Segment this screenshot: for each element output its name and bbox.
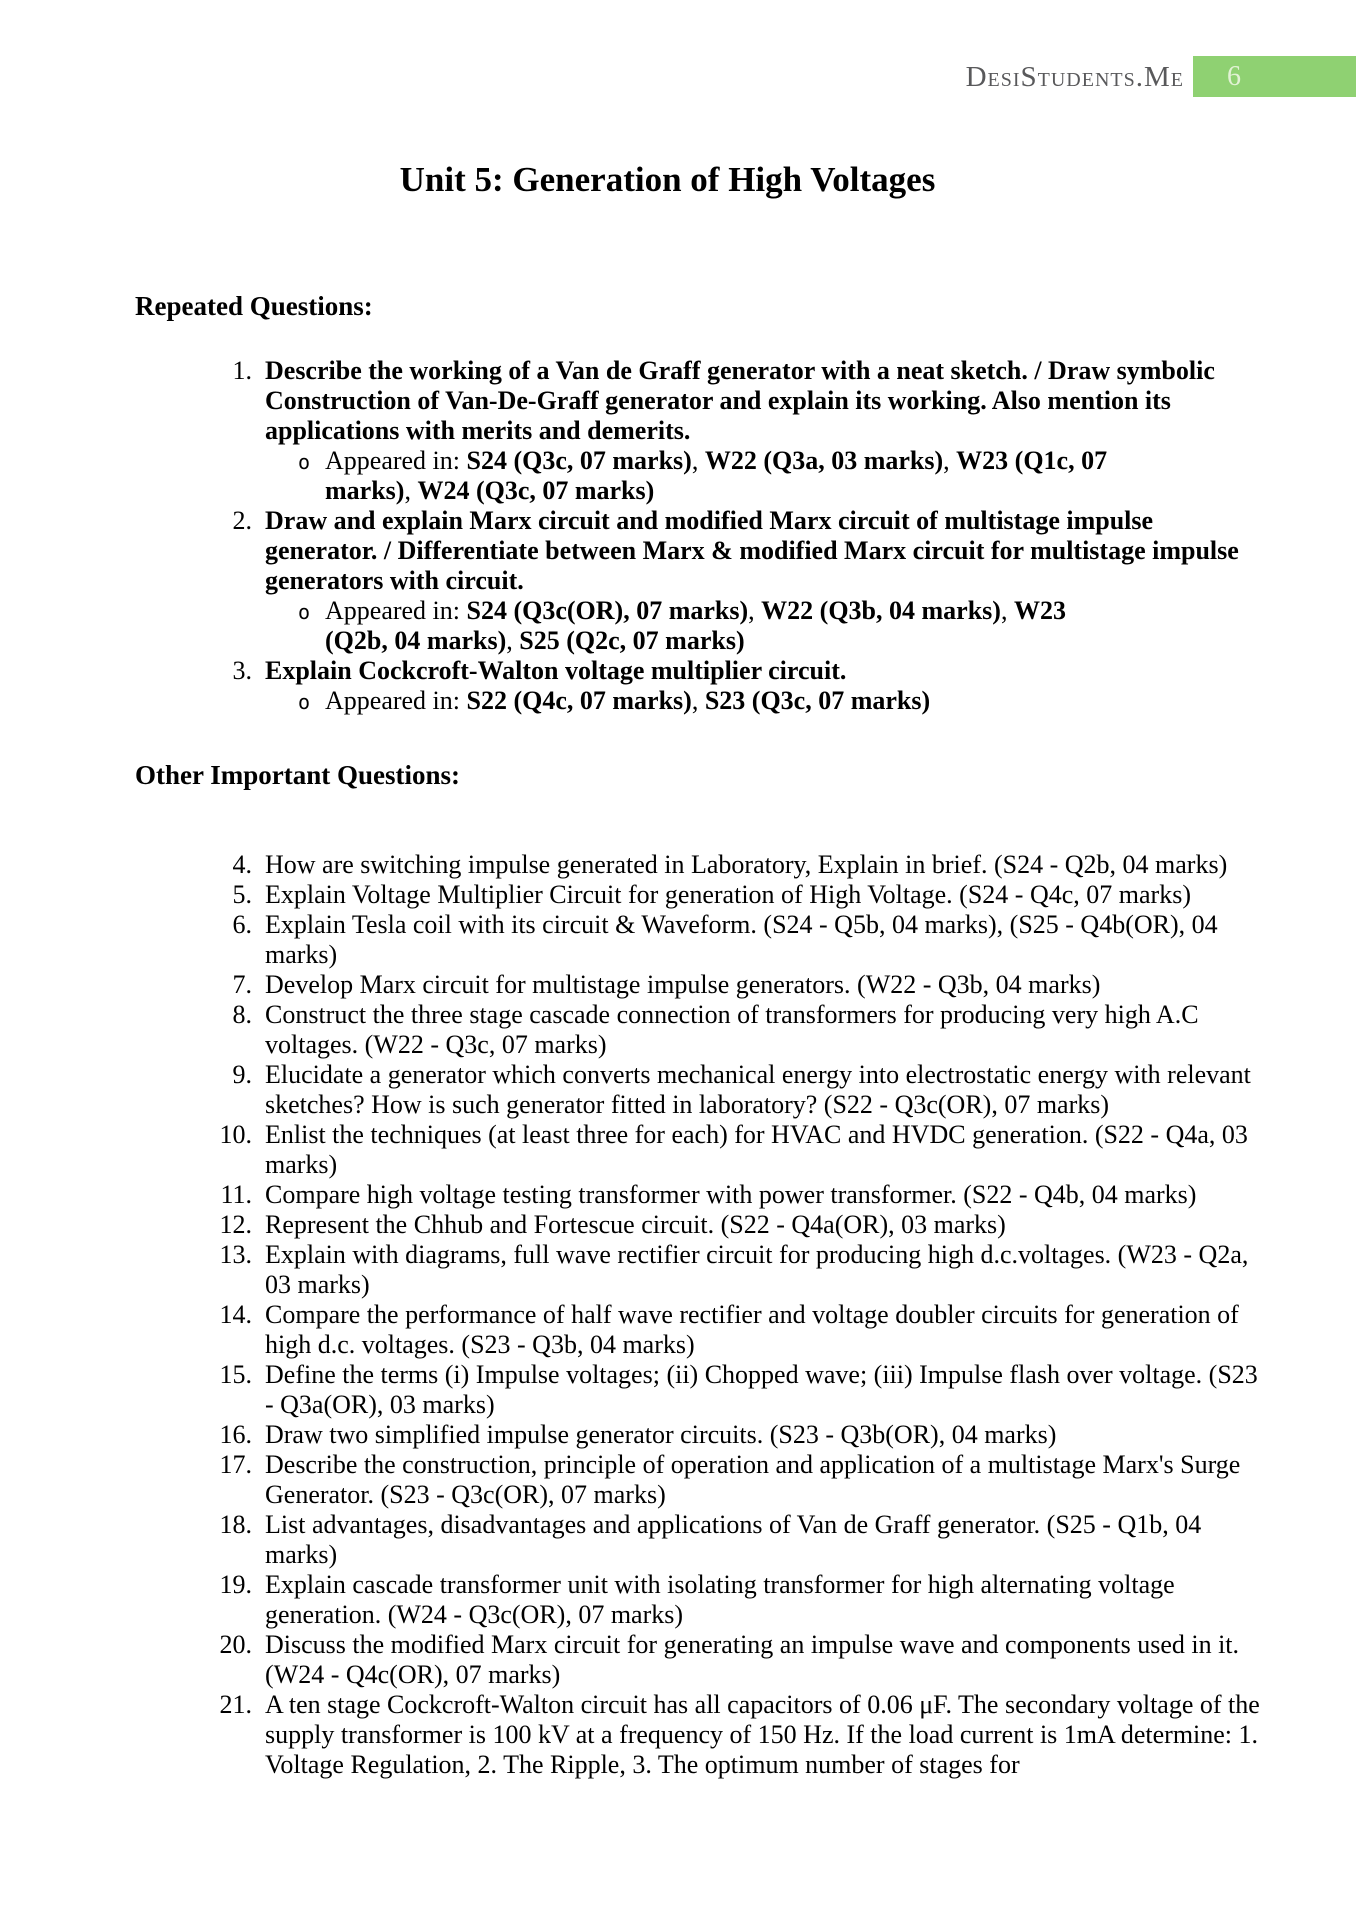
item-number: 16. xyxy=(219,1420,252,1449)
question-item xyxy=(200,656,1265,716)
circle-bullet-icon: o xyxy=(298,690,311,714)
item-number: 11. xyxy=(220,1180,252,1209)
appearance-ref: S23 (Q3c, 07 marks) xyxy=(704,686,931,715)
circle-bullet-icon: o xyxy=(298,600,311,624)
appearance-ref: S22 (Q4c, 07 marks) xyxy=(466,686,692,715)
question-text: Draw two simplified impulse generator circuits. (S23 - Q3b(OR), 04 marks) xyxy=(265,1420,1057,1449)
section-heading-other: Other Important Questions: xyxy=(135,760,461,790)
question-item xyxy=(200,850,1265,880)
appeared-line xyxy=(265,686,1115,716)
appearance-ref: S24 (Q3c(OR), 07 marks) xyxy=(466,596,749,625)
circle-bullet-icon: o xyxy=(298,450,311,474)
question-text: Draw and explain Marx circuit and modified Marx circuit of multistage impulse generator. / Differentiate between Marx & modified Marx circuit for multistage impulse generators with circuit. xyxy=(265,506,1239,595)
question-item xyxy=(200,1420,1265,1450)
question-item xyxy=(200,1690,1265,1780)
question-text: Construct the three stage cascade connection of transformers for producing very high A.C voltages. (W22 - Q3c, 07 marks) xyxy=(265,1000,1199,1059)
item-number: 14. xyxy=(219,1300,252,1329)
item-number: 8. xyxy=(232,1000,252,1029)
site-name: DesiStudents.Me xyxy=(965,60,1184,93)
item-number: 1. xyxy=(232,356,252,385)
appeared-text: Appeared in: S24 (Q3c(OR), 07 marks), W22 (Q3b, 04 marks), W23 (Q2b, 04 marks), S25 (Q2c, 07 marks) xyxy=(325,596,1066,655)
question-item xyxy=(200,880,1265,910)
question-item xyxy=(200,1510,1265,1570)
item-number: 21. xyxy=(219,1690,252,1719)
item-number: 18. xyxy=(219,1510,252,1539)
question-item xyxy=(200,1360,1265,1420)
question-item xyxy=(200,506,1265,656)
repeated-questions-list xyxy=(135,356,1239,716)
question-text: Explain with diagrams, full wave rectifier circuit for producing high d.c.voltages. (W23 - Q2a, 03 marks) xyxy=(265,1240,1249,1299)
appeared-line xyxy=(265,596,1115,656)
item-number: 4. xyxy=(232,850,252,879)
question-item xyxy=(200,1570,1265,1630)
item-number: 20. xyxy=(219,1630,252,1659)
item-number: 19. xyxy=(219,1570,252,1599)
item-number: 13. xyxy=(219,1240,252,1269)
question-text: Explain Tesla coil with its circuit & Waveform. (S24 - Q5b, 04 marks), (S25 - Q4b(OR), 04 marks) xyxy=(265,910,1218,969)
item-number: 9. xyxy=(232,1060,252,1089)
appearance-ref: S24 (Q3c, 07 marks) xyxy=(466,446,692,475)
page-number-badge: 6 xyxy=(1193,56,1356,97)
question-text: Enlist the techniques (at least three for each) for HVAC and HVDC generation. (S22 - Q4a, 03 marks) xyxy=(265,1120,1248,1179)
question-text: Elucidate a generator which converts mechanical energy into electrostatic energy with relevant sketches? How is such generator fitted in laboratory? (S22 - Q3c(OR), 07 marks) xyxy=(265,1060,1251,1119)
appeared-text: Appeared in: S22 (Q4c, 07 marks), S23 (Q3c, 07 marks) xyxy=(325,686,931,715)
item-number: 17. xyxy=(219,1450,252,1479)
question-item xyxy=(200,1450,1265,1510)
question-item xyxy=(200,970,1265,1000)
question-text: Explain Cockcroft-Walton voltage multiplier circuit. xyxy=(265,656,847,685)
appeared-text: Appeared in: S24 (Q3c, 07 marks), W22 (Q3a, 03 marks), W23 (Q1c, 07 marks), W24 (Q3c, 07 marks) xyxy=(325,446,1108,505)
question-item xyxy=(200,1210,1265,1240)
item-number: 3. xyxy=(232,656,252,685)
appeared-line xyxy=(265,446,1115,506)
question-text: Explain Voltage Multiplier Circuit for generation of High Voltage. (S24 - Q4c, 07 marks) xyxy=(265,880,1191,909)
appearance-ref: W22 (Q3a, 03 marks) xyxy=(704,446,944,475)
item-number: 15. xyxy=(219,1360,252,1389)
question-text: Compare high voltage testing transformer with power transformer. (S22 - Q4b, 04 marks) xyxy=(265,1180,1197,1209)
appearance-ref: W24 (Q3c, 07 marks) xyxy=(417,476,655,505)
question-item xyxy=(200,1000,1265,1060)
question-item xyxy=(200,1240,1265,1300)
item-number: 2. xyxy=(232,506,252,535)
appearance-ref: W22 (Q3b, 04 marks) xyxy=(761,596,1001,625)
item-number: 10. xyxy=(219,1120,252,1149)
appearance-ref: W23 (Q1c, 07 marks) xyxy=(325,446,1108,505)
question-text: A ten stage Cockcroft-Walton circuit has all capacitors of 0.06 μF. The secondary voltage of the supply transformer is 100 kV at a frequency of 150 Hz. If the load current is 1mA determine: 1. Voltage Regulation, 2. The Ripple, 3. The optimum number of stages for xyxy=(265,1690,1260,1779)
question-text: Describe the working of a Van de Graff generator with a neat sketch. / Draw symbolic Construction of Van-De-Graff generator and explain its working. Also mention its applications with merits and demerits. xyxy=(265,356,1215,445)
question-text: Discuss the modified Marx circuit for generating an impulse wave and components used in it. (W24 - Q4c(OR), 07 marks) xyxy=(265,1630,1240,1689)
item-number: 12. xyxy=(219,1210,252,1239)
question-text: How are switching impulse generated in Laboratory, Explain in brief. (S24 - Q2b, 04 marks) xyxy=(265,850,1228,879)
question-text: Define the terms (i) Impulse voltages; (ii) Chopped wave; (iii) Impulse flash over voltage. (S23 - Q3a(OR), 03 marks) xyxy=(265,1360,1258,1419)
question-text: Represent the Chhub and Fortescue circuit. (S22 - Q4a(OR), 03 marks) xyxy=(265,1210,1006,1239)
question-item xyxy=(200,1120,1265,1180)
appearance-ref: W23 (Q2b, 04 marks) xyxy=(325,596,1066,655)
question-text: Compare the performance of half wave rectifier and voltage doubler circuits for generation of high d.c. voltages. (S23 - Q3b, 04 marks) xyxy=(265,1300,1239,1359)
other-questions-list xyxy=(135,850,1260,1780)
question-item xyxy=(200,1060,1265,1120)
question-item xyxy=(200,356,1265,506)
item-number: 6. xyxy=(232,910,252,939)
question-item xyxy=(200,1180,1265,1210)
item-number: 5. xyxy=(232,880,252,909)
question-item xyxy=(200,1300,1265,1360)
item-number: 7. xyxy=(232,970,252,999)
question-text: Develop Marx circuit for multistage impulse generators. (W22 - Q3b, 04 marks) xyxy=(265,970,1101,999)
question-text: Describe the construction, principle of operation and application of a multistage Marx's Surge Generator. (S23 - Q3c(OR), 07 marks) xyxy=(265,1450,1241,1509)
page-header xyxy=(966,56,1356,97)
question-item xyxy=(200,910,1265,970)
question-text: List advantages, disadvantages and applications of Van de Graff generator. (S25 - Q1b, 04 marks) xyxy=(265,1510,1202,1569)
appearance-ref: S25 (Q2c, 07 marks) xyxy=(519,626,745,655)
question-text: Explain cascade transformer unit with isolating transformer for high alternating voltage generation. (W24 - Q3c(OR), 07 marks) xyxy=(265,1570,1175,1629)
section-heading-repeated: Repeated Questions: xyxy=(135,291,373,321)
question-item xyxy=(200,1630,1265,1690)
page-title: Unit 5: Generation of High Voltages xyxy=(399,160,936,199)
